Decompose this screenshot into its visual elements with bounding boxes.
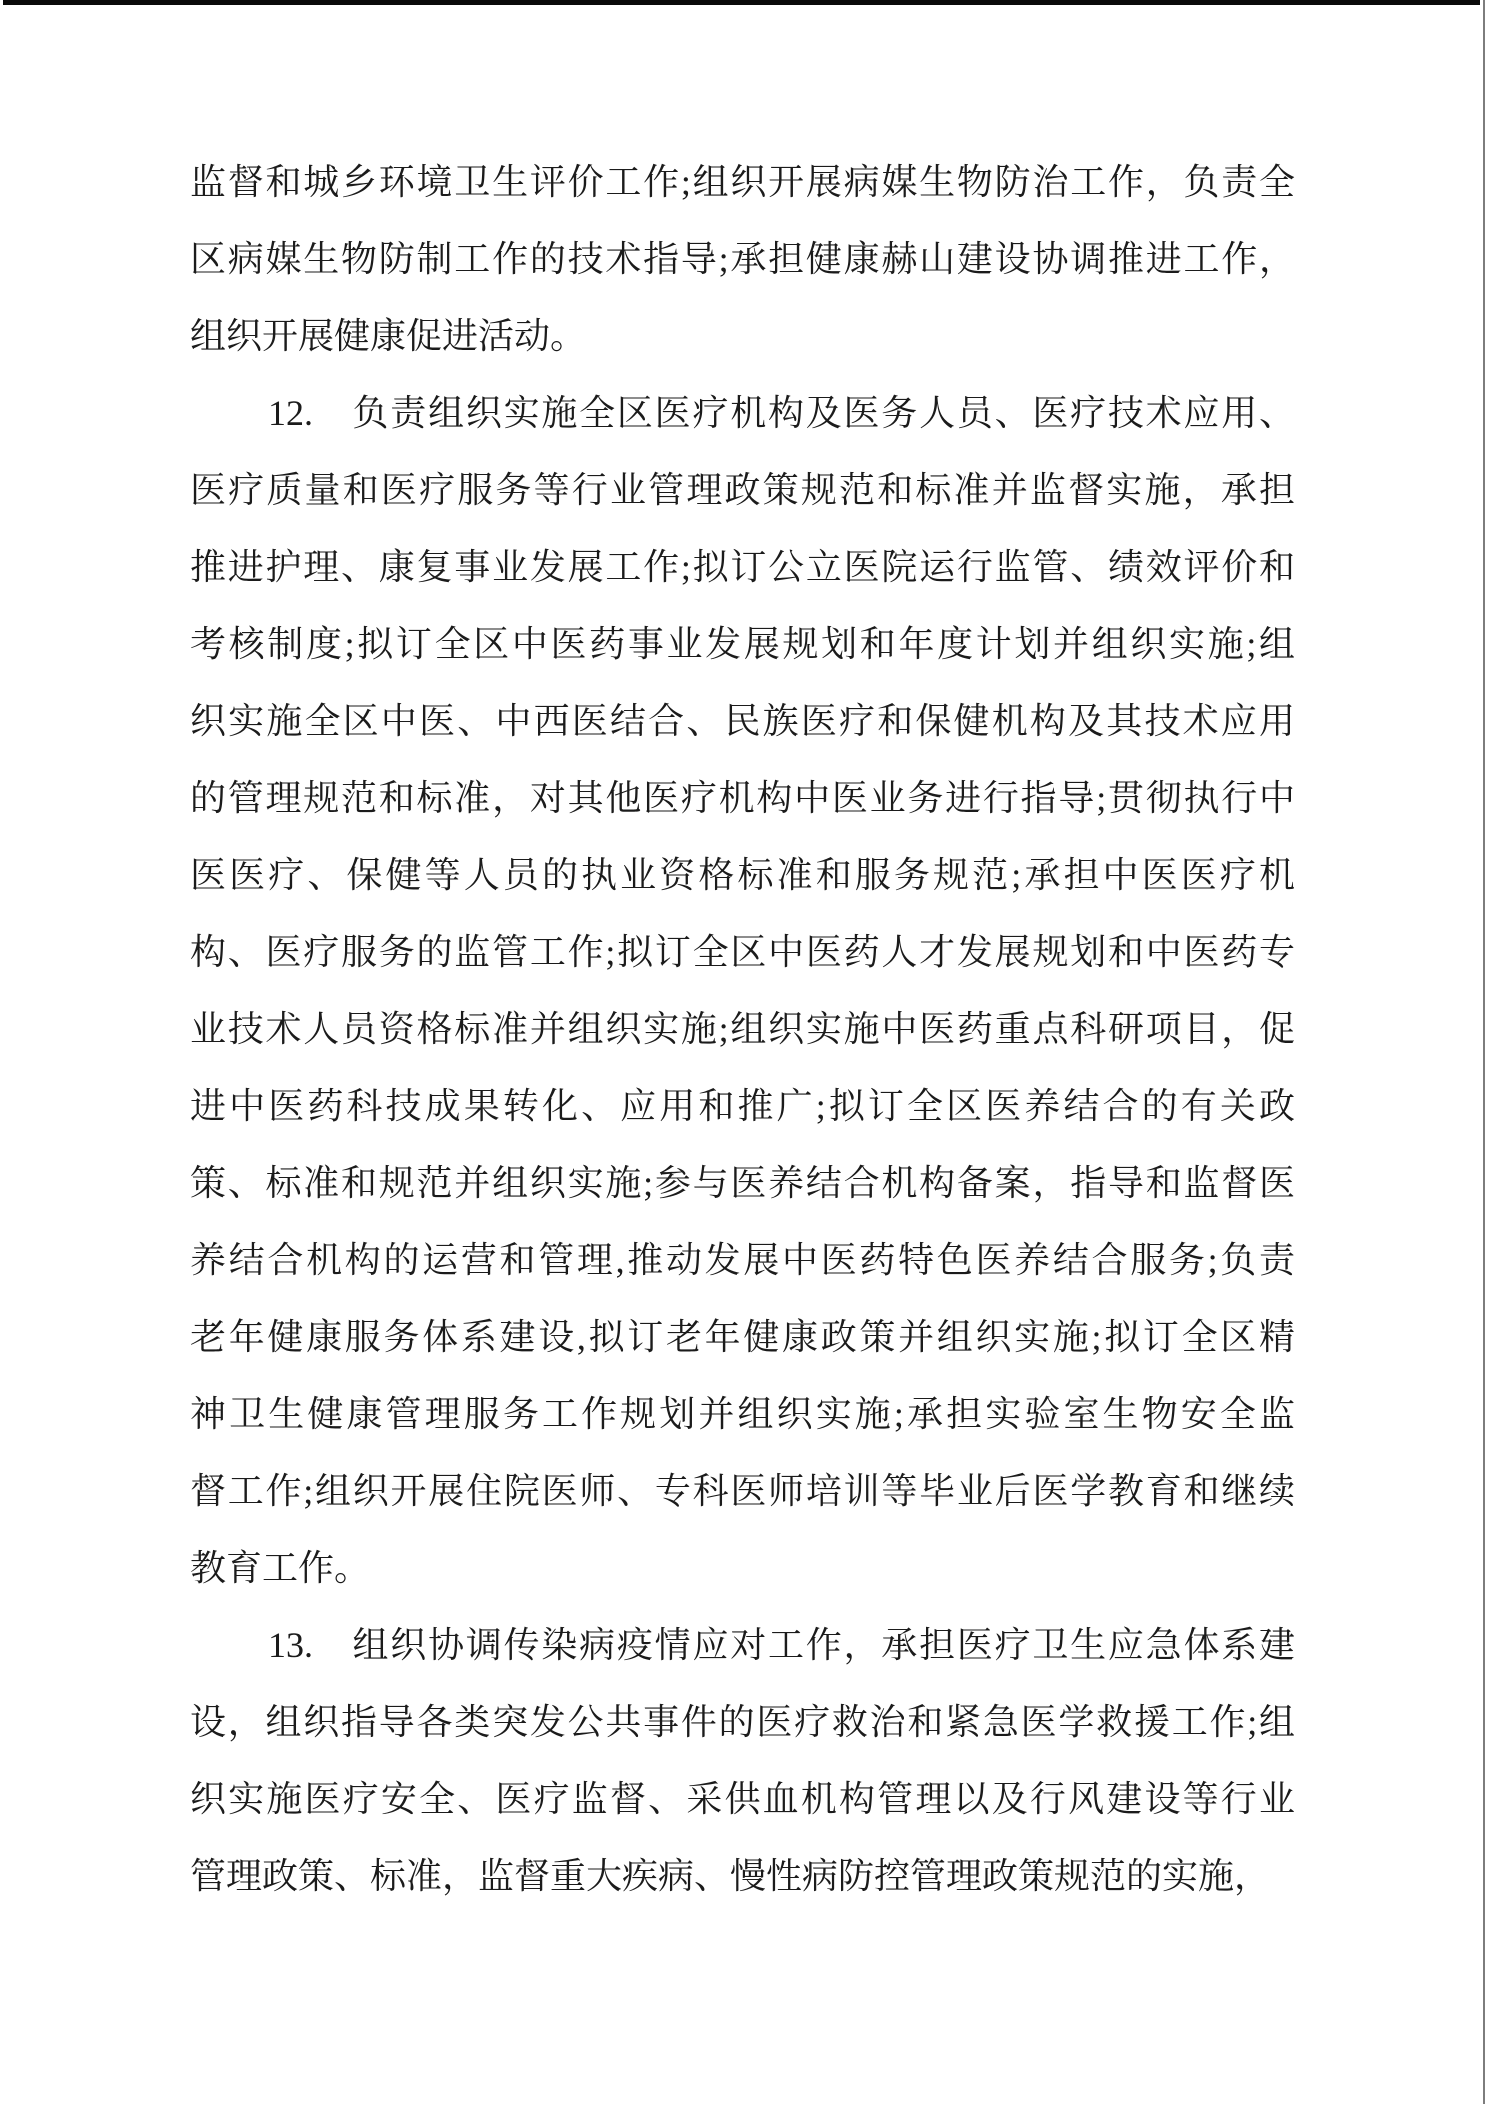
text-line: 考核制度;拟订全区中医药事业发展规划和年度计划并组织实施;组: [190, 624, 1295, 664]
page-top-edge: [3, 0, 1480, 5]
text-line: 织实施全区中医、中西医结合、民族医疗和保健机构及其技术应用: [190, 701, 1295, 741]
text-line: 医医疗、保健等人员的执业资格标准和服务规范;承担中医医疗机: [190, 855, 1295, 895]
text-line: 推进护理、康复事业发展工作;拟订公立医院运行监管、绩效评价和: [190, 547, 1295, 587]
text-line: 督工作;组织开展住院医师、专科医师培训等毕业后医学教育和继续: [190, 1471, 1295, 1511]
text-line: 教育工作。: [190, 1548, 371, 1588]
text-line: 神卫生健康管理服务工作规划并组织实施;承担实验室生物安全监: [190, 1394, 1295, 1434]
text-line: 老年健康服务体系建设,拟订老年健康政策并组织实施;拟订全区精: [190, 1317, 1295, 1357]
text-line: 的管理规范和标准，对其他医疗机构中医业务进行指导;贯彻执行中: [190, 778, 1295, 818]
text-line: 管理政策、标准，监督重大疾病、慢性病防控管理政策规范的实施，: [190, 1856, 1271, 1896]
text-line: 区病媒生物防制工作的技术指导;承担健康赫山建设协调推进工作，: [190, 239, 1295, 279]
text-line: 策、标准和规范并组织实施;参与医养结合机构备案，指导和监督医: [190, 1163, 1295, 1203]
text-line: 医疗质量和医疗服务等行业管理政策规范和标准并监督实施，承担: [190, 470, 1295, 510]
text-line: 13. 组织协调传染病疫情应对工作，承担医疗卫生应急体系建: [268, 1625, 1295, 1665]
text-line: 织实施医疗安全、医疗监督、采供血机构管理以及行风建设等行业: [190, 1779, 1295, 1819]
page-right-edge: [1483, 0, 1485, 2104]
text-block: [190, 144, 1295, 1915]
text-line: 组织开展健康促进活动。: [190, 316, 587, 356]
text-line: 设，组织指导各类突发公共事件的医疗救治和紧急医学救援工作;组: [190, 1702, 1295, 1742]
text-line: 进中医药科技成果转化、应用和推广;拟订全区医养结合的有关政: [190, 1086, 1295, 1126]
text-line: 构、医疗服务的监管工作;拟订全区中医药人才发展规划和中医药专: [190, 932, 1295, 972]
text-line: 12. 负责组织实施全区医疗机构及医务人员、医疗技术应用、: [268, 393, 1295, 433]
text-line: 业技术人员资格标准并组织实施;组织实施中医药重点科研项目，促: [190, 1009, 1295, 1049]
text-line: 监督和城乡环境卫生评价工作;组织开展病媒生物防治工作，负责全: [190, 162, 1295, 202]
text-line: 养结合机构的运营和管理,推动发展中医药特色医养结合服务;负责: [190, 1240, 1295, 1280]
